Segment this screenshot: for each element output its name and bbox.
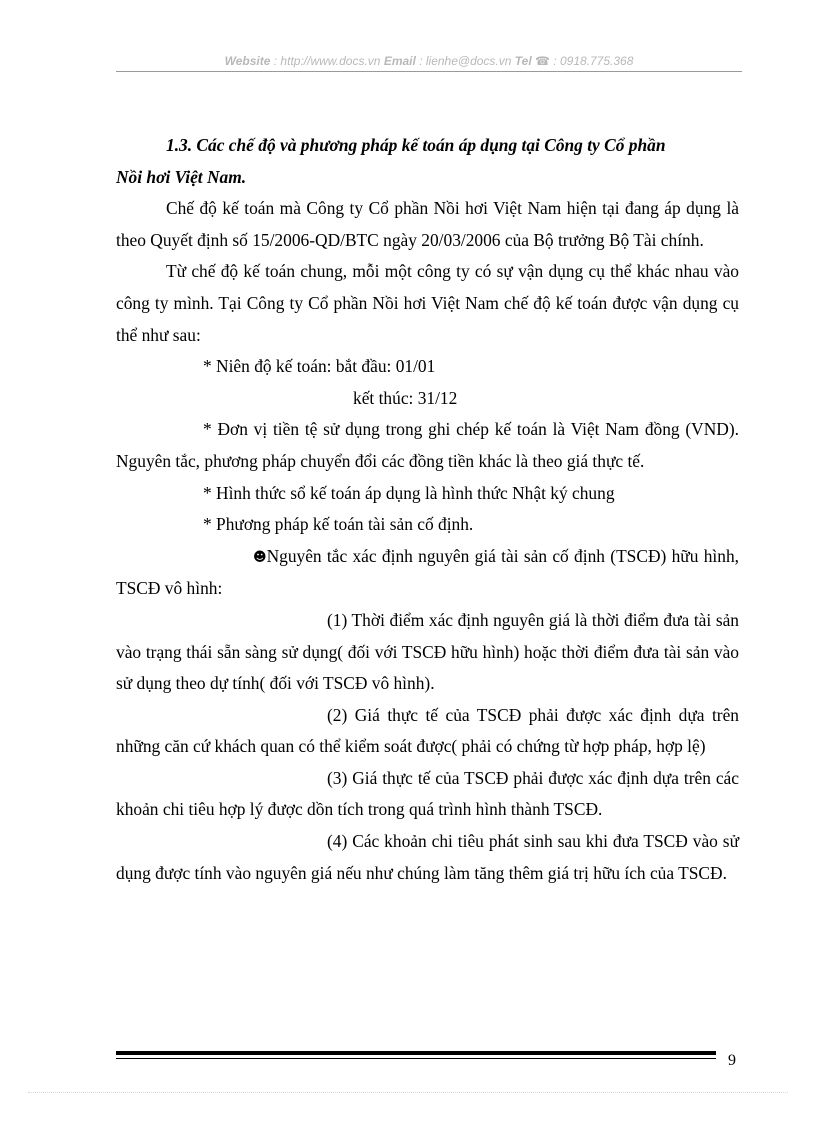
website-label: Website bbox=[224, 54, 271, 68]
item-2: (2) Giá thực tế của TSCĐ phải được xác định dựa trên những căn cứ khách quan có thể kiểm soát được( phải có chứng từ hợp pháp, hợp lệ) bbox=[116, 704, 739, 757]
section-heading bbox=[116, 130, 739, 193]
item-phuong-phap-tscd: * Phương pháp kế toán tài sản cố định. bbox=[203, 514, 474, 535]
header-divider bbox=[116, 71, 742, 72]
item-4: (4) Các khoản chi tiêu phát sinh sau khi đưa TSCĐ vào sử dụng được tính vào nguyên giá nếu như chúng làm tăng thêm giá trị hữu ích của TSCĐ. bbox=[116, 831, 739, 883]
paragraph-van-dung: Từ chế độ kế toán chung, mỗi một công ty có sự vận dụng cụ thể khác nhau vào công ty mình. Tại Công ty Cổ phần Nồi hơi Việt Nam chế độ kế toán được vận dụng cụ thể như sau: bbox=[116, 261, 739, 345]
page-number: 9 bbox=[728, 1052, 736, 1069]
paragraph-che-do: Chế độ kế toán mà Công ty Cổ phần Nồi hơi Việt Nam hiện tại đang áp dụng là theo Quyết định số 15/2006-QD/BTC ngày 20/03/2006 của Bộ trưởng Bộ Tài chính. bbox=[116, 198, 739, 250]
email-value: : lienhe@docs.vn bbox=[419, 54, 512, 68]
item-hinh-thuc-so: * Hình thức sổ kế toán áp dụng là hình thức Nhật ký chung bbox=[203, 482, 615, 503]
item-ket-thuc: kết thúc: 31/12 bbox=[353, 387, 458, 408]
website-value: : http://www.docs.vn bbox=[273, 54, 381, 68]
page-header bbox=[116, 54, 742, 68]
item-3: (3) Giá thực tế của TSCĐ phải được xác định dựa trên các khoản chi tiêu hợp lý được dồn tích trong quá trình hình thành TSCĐ. bbox=[116, 767, 739, 820]
footer-divider-thin bbox=[116, 1058, 716, 1059]
tel-value: ☎ : 0918.775.368 bbox=[535, 54, 634, 68]
tel-label: Tel bbox=[514, 54, 532, 68]
nguyen-tac-text: Nguyên tắc xác định nguyên giá tài sản cố định (TSCĐ) hữu hình, TSCĐ vô hình: bbox=[116, 545, 739, 599]
page-bottom-border bbox=[28, 1092, 788, 1093]
section-heading-line2: Nồi hơi Việt Nam. bbox=[116, 166, 247, 187]
item-nien-do: * Niên độ kế toán: bắt đầu: 01/01 bbox=[203, 356, 436, 377]
section-heading-line1: 1.3. Các chế độ và phương pháp kế toán áp dụng tại Công ty Cổ phần bbox=[166, 135, 666, 155]
item-don-vi-tien-te: * Đơn vị tiền tệ sử dụng trong ghi chép kế toán là Việt Nam đồng (VND). Nguyên tắc, phương pháp chuyển đổi các đồng tiền khác là theo giá thực tế. bbox=[116, 419, 739, 471]
item-nguyen-tac bbox=[116, 541, 739, 605]
smiley-bullet-icon: ☻ bbox=[253, 549, 267, 565]
item-1: (1) Thời điểm xác định nguyên giá là thời điểm đưa tài sản vào trạng thái sẵn sàng sử dụng( đối với TSCĐ hữu hình) hoặc thời điểm đưa tài sản vào sử dụng theo dự tính( đối với TSCĐ vô hình). bbox=[116, 609, 739, 694]
footer-divider-thick bbox=[116, 1051, 716, 1055]
email-label: Email bbox=[383, 54, 416, 68]
document-body bbox=[116, 130, 739, 889]
